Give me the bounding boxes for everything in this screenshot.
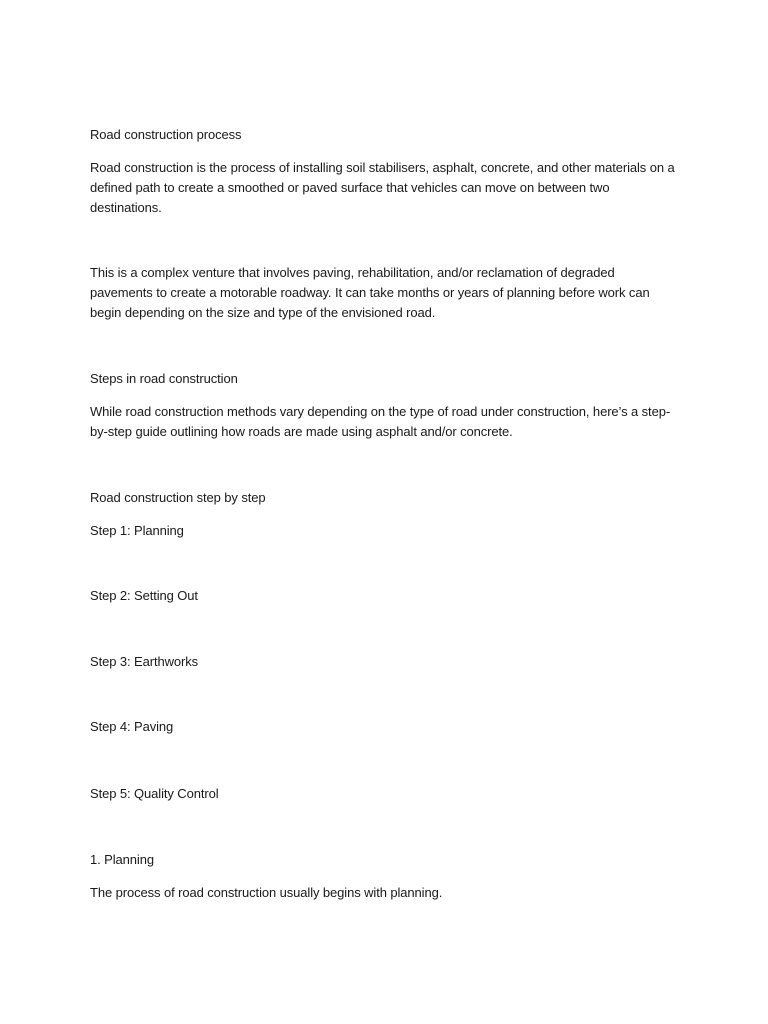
step-item: Step 1: Planning (90, 523, 184, 538)
step-by-step-heading: Road construction step by step (90, 490, 266, 505)
planning-heading: 1. Planning (90, 852, 154, 867)
step-item: Step 5: Quality Control (90, 786, 219, 801)
steps-paragraph: While road construction methods vary depending on the type of road under construction, here’s a step-by-step guide outlining how roads are made using asphalt and/or concrete. (90, 404, 671, 439)
step-item: Step 2: Setting Out (90, 588, 198, 603)
document-title: Road construction process (90, 127, 242, 142)
step-item: Step 3: Earthworks (90, 654, 199, 669)
complex-venture-paragraph: This is a complex venture that involves paving, rehabilitation, and/or reclamation of degraded pavements to create a motorable roadway. It can take months or years of planning before work can begin depending on the size and type of the envisioned road. (90, 265, 650, 320)
steps-heading: Steps in road construction (90, 371, 238, 386)
planning-paragraph: The process of road construction usually begins with planning. (90, 885, 443, 900)
step-item: Step 4: Paving (90, 719, 174, 734)
intro-paragraph: Road construction is the process of installing soil stabilisers, asphalt, concrete, and other materials on a defined path to create a smoothed or paved surface that vehicles can move on between two destinations. (90, 160, 675, 215)
